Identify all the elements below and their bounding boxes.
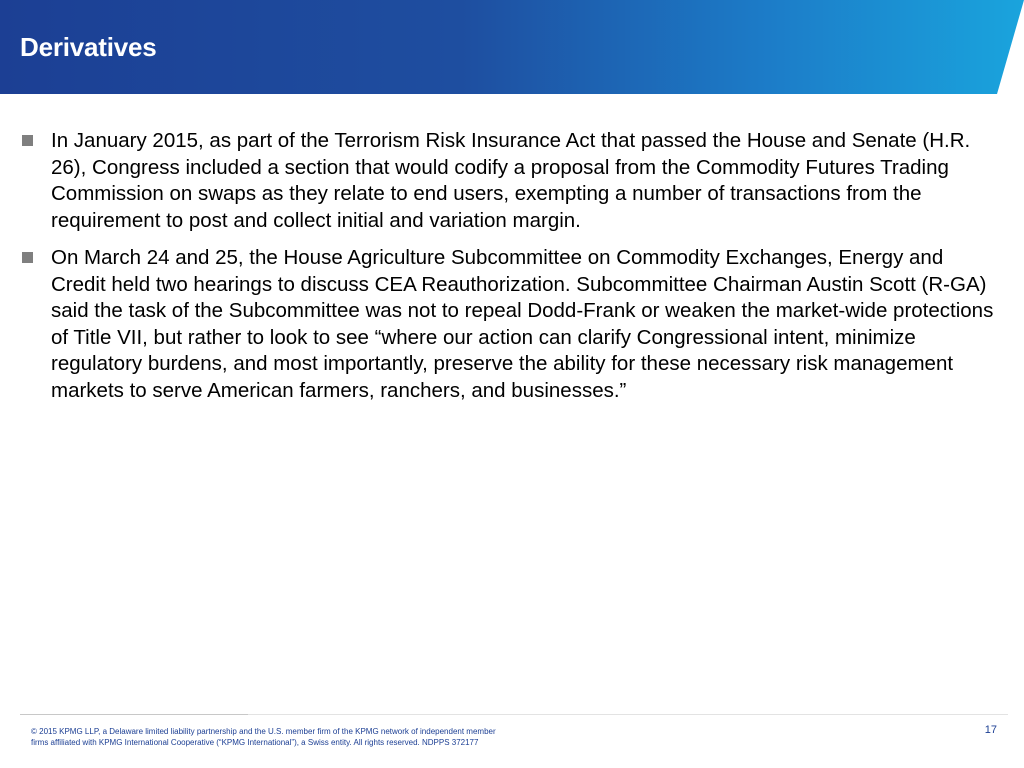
bullet-text: On March 24 and 25, the House Agriculture Subcommittee on Commodity Exchanges, Energy and Credit held two hearings to discuss CEA Reauthorization. Subcommittee Chairman Austin Scott (R-GA) said the task of the Subcommittee was not to repeal Dodd-Frank or weaken the market-wide protections of Title VII, but rather to look to see “where our action can clarify Congressional intent, minimize regulatory burdens, and most importantly, preserve the ability for these necessary risk management markets to serve American farmers, ranchers, and businesses.” [51,246,994,402]
bullet-item [20,128,1000,234]
bullet-item [20,245,1000,404]
slide-title: Derivatives [20,32,157,62]
footer-copyright [31,726,591,748]
footer-copyright-line: firms affiliated with KPMG International Cooperative (“KPMG International”), a Swiss entity. All rights reserved. NDPPS 372177 [31,738,479,747]
square-bullet-icon [22,252,33,263]
footer-copyright-line: © 2015 KPMG LLP, a Delaware limited liability partnership and the U.S. member firm of the KPMG network of independent member [31,727,496,736]
footer-divider-accent [20,714,248,715]
page-number: 17 [984,724,997,736]
bullet-list [20,128,1000,404]
bullet-text: In January 2015, as part of the Terrorism Risk Insurance Act that passed the House and Senate (H.R. 26), Congress included a section that would codify a proposal from the Commodity Futures Trading Commission on swaps as they relate to end users, exempting a number of transactions from the requirement to post and collect initial and variation margin. [51,129,971,232]
square-bullet-icon [22,135,33,146]
